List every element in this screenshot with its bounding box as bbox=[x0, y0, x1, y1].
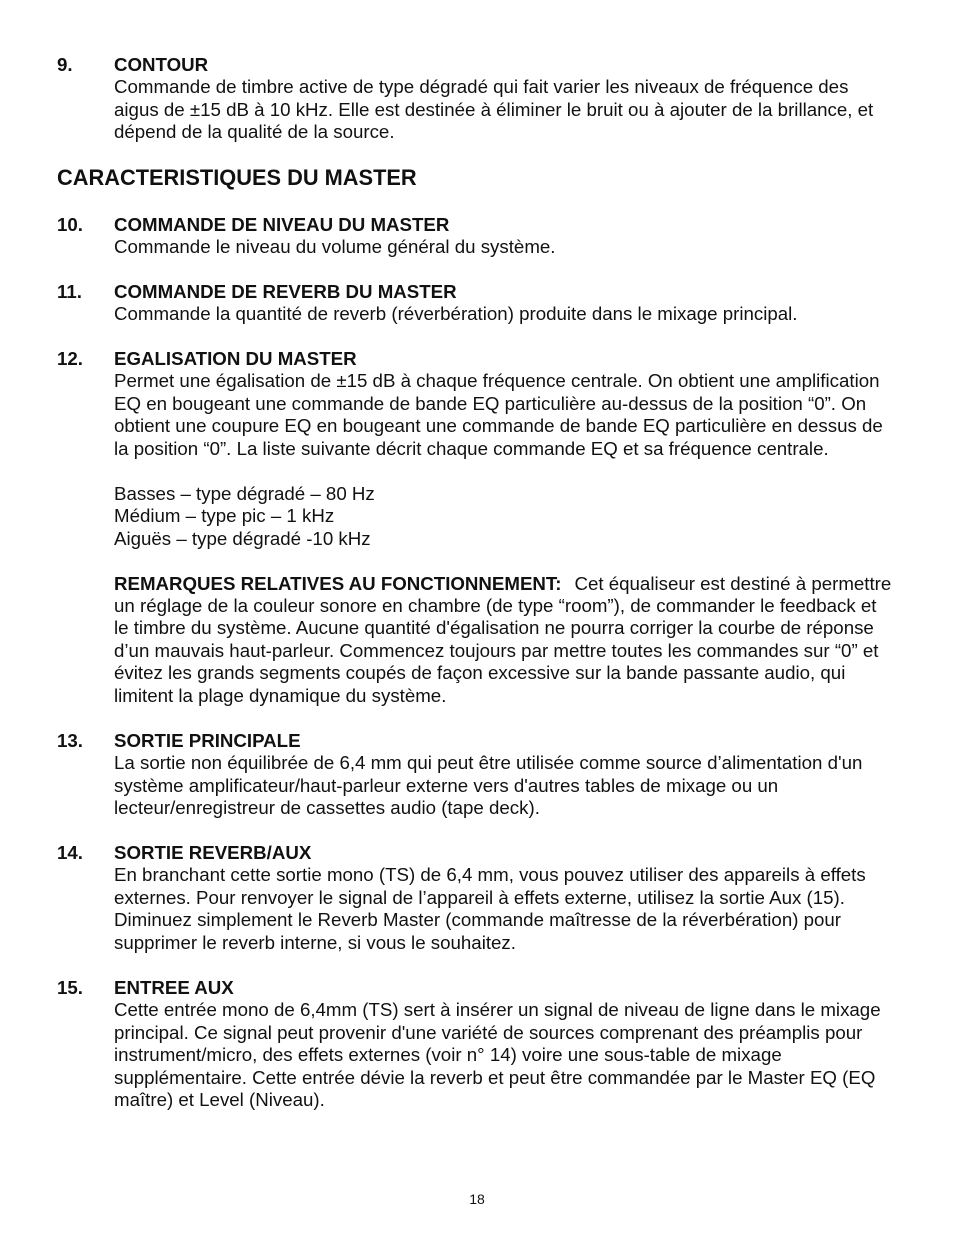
text-line: aigus de ±15 dB à 10 kHz. Elle est destinée à éliminer le bruit ou à ajouter de la brillance, et bbox=[114, 98, 874, 120]
text-line: Commande le niveau du volume général du système. bbox=[114, 236, 556, 258]
item-title: CONTOUR bbox=[114, 54, 209, 75]
item-title: SORTIE REVERB/AUX bbox=[114, 842, 312, 863]
text-line: supplémentaire. Cette entrée dévie la reverb et peut être commandée par le Master EQ (EQ bbox=[114, 1066, 876, 1088]
eq-band-list bbox=[114, 483, 917, 550]
page-number: 18 bbox=[469, 1191, 485, 1207]
item-title: EGALISATION DU MASTER bbox=[114, 348, 357, 369]
text-line: dépend de la qualité de la source. bbox=[114, 121, 395, 143]
text-line: un réglage de la couleur sonore en chambre (de type “room”), de commander le feedback et bbox=[114, 594, 877, 616]
item-body bbox=[114, 214, 917, 259]
item-13-main-output bbox=[57, 730, 917, 820]
text-line: limitent la plage dynamique du système. bbox=[114, 684, 447, 706]
text-line: Commande de timbre active de type dégradé qui fait varier les niveaux de fréquence des bbox=[114, 76, 849, 98]
item-11-master-reverb bbox=[57, 281, 917, 326]
eq-band-item: Médium – type pic – 1 kHz bbox=[114, 505, 335, 527]
text-line: Cette entrée mono de 6,4mm (TS) sert à insérer un signal de niveau de ligne dans le mixage bbox=[114, 999, 881, 1021]
text-line: En branchant cette sortie mono (TS) de 6,4 mm, vous pouvez utiliser des appareils à effets bbox=[114, 864, 866, 886]
item-14-reverb-aux-output bbox=[57, 842, 917, 954]
item-number: 12. bbox=[57, 348, 83, 369]
item-15-aux-input bbox=[57, 977, 917, 1112]
text-line: La sortie non équilibrée de 6,4 mm qui peut être utilisée comme source d’alimentation d'un bbox=[114, 752, 863, 774]
item-body bbox=[114, 977, 917, 1112]
text-line: principal. Ce signal peut provenir d'une variété de sources comprenant des préamplis pour bbox=[114, 1021, 863, 1043]
text-line: système amplificateur/haut-parleur externe vers d'autres tables de mixage ou un bbox=[114, 774, 779, 796]
text-line: EQ en bougeant une commande de bande EQ particulière au-dessus de la position “0”. On bbox=[114, 392, 867, 414]
text-line: Permet une égalisation de ±15 dB à chaque fréquence centrale. On obtient une amplification bbox=[114, 370, 880, 392]
text-line: évitez les grands segments coupés de façon excessive sur la bande passante audio, qui bbox=[114, 662, 846, 684]
item-number: 10. bbox=[57, 214, 83, 235]
text-line bbox=[114, 573, 917, 595]
text-line: instrument/micro, des effets externes (voir n° 14) voire une sous-table de mixage bbox=[114, 1044, 782, 1066]
text-line: le timbre du système. Aucune quantité d'égalisation ne pourra corriger la courbe de réponse bbox=[114, 617, 874, 639]
item-number: 15. bbox=[57, 977, 83, 998]
item-title: COMMANDE DE NIVEAU DU MASTER bbox=[114, 214, 450, 235]
remarks-label: REMARQUES RELATIVES AU FONCTIONNEMENT: bbox=[114, 572, 562, 594]
item-title: COMMANDE DE REVERB DU MASTER bbox=[114, 281, 457, 302]
item-number: 13. bbox=[57, 730, 83, 751]
text-line: d’un mauvais haut-parleur. Commencez toujours par mettre toutes les commandes sur “0” et bbox=[114, 639, 879, 661]
item-number: 14. bbox=[57, 842, 83, 863]
text-line: la position “0”. La liste suivante décrit chaque commande EQ et sa fréquence centrale. bbox=[114, 437, 829, 459]
item-body bbox=[114, 54, 917, 144]
text-line: externes. Pour renvoyer le signal de l’appareil à effets externe, utilisez la sortie Aux (15). bbox=[114, 886, 845, 908]
item-title: SORTIE PRINCIPALE bbox=[114, 730, 301, 751]
item-body bbox=[114, 348, 917, 707]
remarks-first-line: Cet équaliseur est destiné à permettre bbox=[574, 572, 892, 594]
operating-remarks bbox=[114, 573, 917, 708]
text-line: obtient une coupure EQ en bougeant une commande de bande EQ particulière en dessus de bbox=[114, 415, 883, 437]
item-9-contour bbox=[57, 54, 917, 144]
item-body bbox=[114, 281, 917, 326]
section-heading: CARACTERISTIQUES DU MASTER bbox=[57, 165, 417, 190]
item-body bbox=[114, 730, 917, 820]
text-line: maître) et Level (Niveau). bbox=[114, 1089, 325, 1111]
text-line: Diminuez simplement le Reverb Master (commande maîtresse de la réverbération) pour bbox=[114, 909, 842, 931]
item-10-master-level bbox=[57, 214, 917, 259]
eq-band-item: Basses – type dégradé – 80 Hz bbox=[114, 482, 375, 504]
item-number: 11. bbox=[57, 281, 82, 302]
item-body bbox=[114, 842, 917, 954]
item-number: 9. bbox=[57, 54, 73, 75]
item-title: ENTREE AUX bbox=[114, 977, 234, 998]
text-line: Commande la quantité de reverb (réverbération) produite dans le mixage principal. bbox=[114, 303, 798, 325]
text-line: supprimer le reverb interne, si vous le souhaitez. bbox=[114, 931, 516, 953]
text-line: lecteur/enregistreur de cassettes audio (tape deck). bbox=[114, 797, 540, 819]
item-12-master-eq bbox=[57, 348, 917, 707]
eq-band-item: Aiguës – type dégradé -10 kHz bbox=[114, 527, 371, 549]
